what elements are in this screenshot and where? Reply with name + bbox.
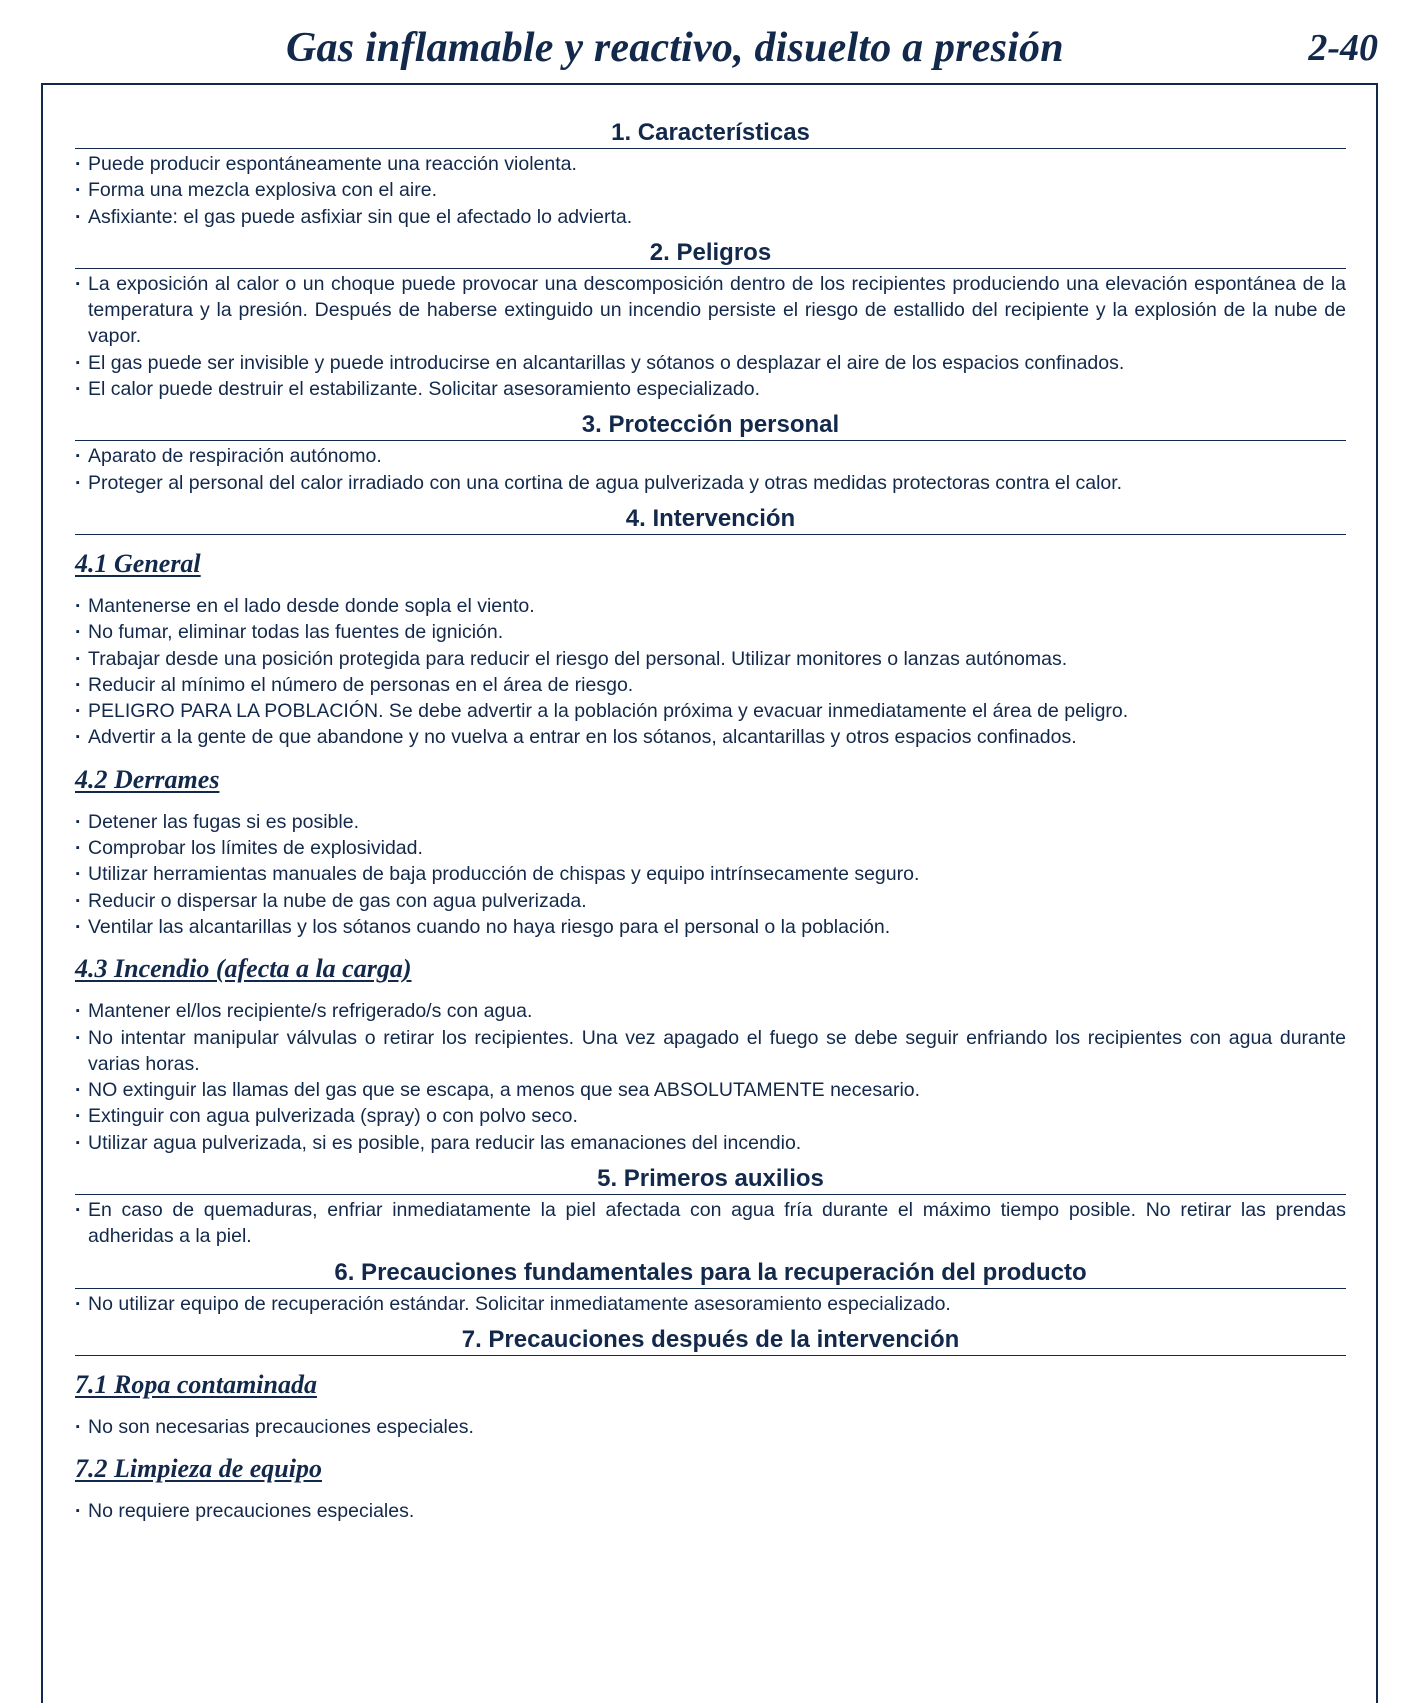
list-item: · Advertir a la gente de que abandone y no vuelva a entrar en los sótanos, alcantarillas y otros espacios confinados. [75, 724, 1346, 750]
section-heading: 5. Primeros auxilios [75, 1164, 1346, 1195]
list-item: · Utilizar herramientas manuales de baja producción de chispas y equipo intrínsecamente seguro. [75, 861, 1346, 887]
item-list [75, 443, 1346, 496]
section-caracteristicas [75, 118, 1346, 230]
item-list [75, 1414, 1346, 1440]
item-list [75, 1197, 1346, 1250]
list-item: · Reducir o dispersar la nube de gas con agua pulverizada. [75, 888, 1346, 914]
list-item: · Reducir al mínimo el número de personas en el área de riesgo. [75, 672, 1346, 698]
section-recuperacion-producto [75, 1258, 1346, 1317]
section-heading: 4. Intervención [75, 504, 1346, 535]
section-heading: 6. Precauciones fundamentales para la recuperación del producto [75, 1258, 1346, 1289]
subsection-heading-derrames: 4.2 Derrames [75, 764, 220, 794]
section-heading: 2. Peligros [75, 238, 1346, 269]
list-item: · Forma una mezcla explosiva con el aire. [75, 177, 1346, 203]
subsection-heading-general: 4.1 General [75, 548, 201, 578]
item-list [75, 593, 1346, 751]
list-item: · No requiere precauciones especiales. [75, 1498, 1346, 1524]
document-body [75, 112, 1346, 1533]
list-item: · No son necesarias precauciones especiales. [75, 1414, 1346, 1440]
item-list [75, 151, 1346, 230]
section-heading: 3. Protección personal [75, 410, 1346, 441]
document-title: Gas inflamable y reactivo, disuelto a presión [286, 25, 1064, 71]
list-item: · Puede producir espontáneamente una reacción violenta. [75, 151, 1346, 177]
item-list [75, 1291, 1346, 1317]
list-item: · Comprobar los límites de explosividad. [75, 835, 1346, 861]
list-item: · Detener las fugas si es posible. [75, 809, 1346, 835]
section-proteccion-personal [75, 410, 1346, 496]
list-item: · El gas puede ser invisible y puede introducirse en alcantarillas y sótanos o desplazar el aire de los espacios confinados. [75, 350, 1346, 376]
list-item: · Asfixiante: el gas puede asfixiar sin que el afectado lo advierta. [75, 204, 1346, 230]
section-peligros [75, 238, 1346, 402]
list-item: · En caso de quemaduras, enfriar inmediatamente la piel afectada con agua fría durante el máximo tiempo posible. No retirar las prendas adheridas a la piel. [75, 1197, 1346, 1250]
list-item: · No intentar manipular válvulas o retirar los recipientes. Una vez apagado el fuego se debe seguir enfriando los recipientes con agua durante varias horas. [75, 1025, 1346, 1078]
list-item: · Proteger al personal del calor irradiado con una cortina de agua pulverizada y otras medidas protectoras contra el calor. [75, 470, 1346, 496]
list-item: · No utilizar equipo de recuperación estándar. Solicitar inmediatamente asesoramiento especializado. [75, 1291, 1346, 1317]
item-list [75, 1498, 1346, 1524]
section-heading: 7. Precauciones después de la intervención [75, 1325, 1346, 1356]
subsection-heading-ropa: 7.1 Ropa contaminada [75, 1369, 317, 1399]
list-item: · Aparato de respiración autónomo. [75, 443, 1346, 469]
list-item: · Mantenerse en el lado desde donde sopla el viento. [75, 593, 1346, 619]
item-list [75, 998, 1346, 1156]
list-item: · Trabajar desde una posición protegida para reducir el riesgo del personal. Utilizar monitores o lanzas autónomas. [75, 646, 1346, 672]
section-primeros-auxilios [75, 1164, 1346, 1250]
section-heading: 1. Características [75, 118, 1346, 149]
subsection-heading-incendio: 4.3 Incendio (afecta a la carga) [75, 954, 412, 984]
list-item: · PELIGRO PARA LA POBLACIÓN. Se debe advertir a la población próxima y evacuar inmediatamente el área de peligro. [75, 698, 1346, 724]
subsection-heading-limpieza: 7.2 Limpieza de equipo [75, 1454, 322, 1484]
list-item: · Utilizar agua pulverizada, si es posible, para reducir las emanaciones del incendio. [75, 1130, 1346, 1156]
list-item: · La exposición al calor o un choque puede provocar una descomposición dentro de los recipientes produciendo una elevación espontánea de la temperatura y la presión. Después de haberse extinguido un incendio persiste el riesgo de estallido del recipiente y la explosión de la nube de vapor. [75, 271, 1346, 350]
page-number: 2-40 [1308, 27, 1378, 69]
list-item: · Ventilar las alcantarillas y los sótanos cuando no haya riesgo para el personal o la población. [75, 914, 1346, 940]
list-item: · NO extinguir las llamas del gas que se escapa, a menos que sea ABSOLUTAMENTE necesario. [75, 1077, 1346, 1103]
item-list [75, 271, 1346, 402]
list-item: · Mantener el/los recipiente/s refrigerado/s con agua. [75, 998, 1346, 1024]
list-item: · Extinguir con agua pulverizada (spray) o con polvo seco. [75, 1103, 1346, 1129]
list-item: · No fumar, eliminar todas las fuentes de ignición. [75, 619, 1346, 645]
list-item: · El calor puede destruir el estabilizante. Solicitar asesoramiento especializado. [75, 376, 1346, 402]
item-list [75, 809, 1346, 940]
section-intervencion [75, 504, 1346, 1156]
section-despues-intervencion [75, 1325, 1346, 1525]
